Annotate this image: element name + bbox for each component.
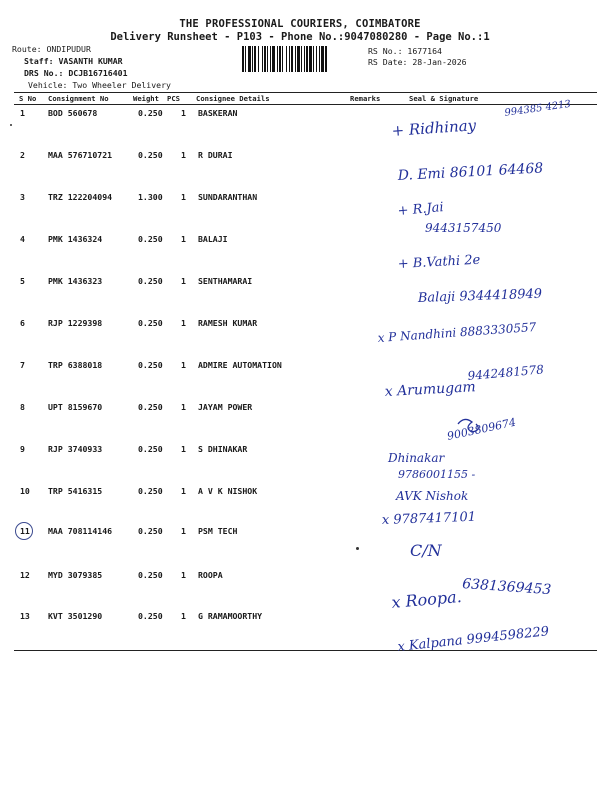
consignee-name: SENTHAMARAI bbox=[198, 276, 253, 286]
table-row bbox=[0, 318, 600, 332]
handwritten-circle-mark bbox=[15, 522, 33, 540]
handwritten-signature: 6381369453 bbox=[461, 576, 552, 599]
weight-value: 0.250 bbox=[138, 444, 163, 454]
strike-scribble bbox=[458, 419, 478, 432]
header-bottom-rule bbox=[14, 104, 597, 105]
serial-number: 10 bbox=[20, 486, 30, 496]
serial-number: 9 bbox=[20, 444, 25, 454]
pieces-count: 1 bbox=[181, 402, 186, 412]
consignee-name: PSM TECH bbox=[198, 526, 238, 536]
table-row bbox=[0, 486, 600, 500]
pieces-count: 1 bbox=[181, 444, 186, 454]
weight-value: 0.250 bbox=[138, 611, 163, 621]
handwritten-signature: + B.Vathi 2e bbox=[397, 252, 481, 272]
staff-field: Staff: VASANTH KUMAR bbox=[24, 56, 123, 66]
serial-number: 6 bbox=[20, 318, 25, 328]
handwritten-signature: x Roopa. bbox=[390, 586, 463, 612]
pieces-count: 1 bbox=[181, 570, 186, 580]
route-field: Route: ONDIPUDUR bbox=[12, 44, 91, 54]
consignment-number: TRZ 122204094 bbox=[48, 192, 113, 202]
handwritten-signature: x P Nandhini 8883330557 bbox=[377, 319, 537, 345]
consignee-name: RAMESH KUMAR bbox=[198, 318, 258, 328]
handwritten-signature: 9442481578 bbox=[467, 362, 545, 383]
table-bottom-rule bbox=[14, 650, 597, 651]
handwritten-signature: x Kalpana 9994598229 bbox=[396, 624, 550, 655]
serial-number: 12 bbox=[20, 570, 30, 580]
weight-value: 0.250 bbox=[138, 486, 163, 496]
barcode bbox=[242, 46, 364, 72]
pieces-count: 1 bbox=[181, 108, 186, 118]
col-header-consignment: Consignment No bbox=[48, 94, 109, 103]
ink-dot bbox=[356, 547, 359, 550]
handwritten-signature: x Arumugam bbox=[384, 379, 477, 400]
table-row bbox=[0, 276, 600, 290]
handwritten-signature: AVK Nishok bbox=[396, 489, 469, 503]
serial-number: 11 bbox=[20, 526, 30, 536]
pieces-count: 1 bbox=[181, 360, 186, 370]
consignee-name: S DHINAKAR bbox=[198, 444, 248, 454]
consignment-number: MAA 576710721 bbox=[48, 150, 113, 160]
col-header-pcs: PCS bbox=[167, 94, 180, 103]
rs-date: RS Date: 28-Jan-2026 bbox=[368, 57, 467, 67]
consignment-number: UPT 8159670 bbox=[48, 402, 103, 412]
consignment-number: BOD 560678 bbox=[48, 108, 98, 118]
pieces-count: 1 bbox=[181, 486, 186, 496]
consignment-number: KVT 3501290 bbox=[48, 611, 103, 621]
consignee-name: BASKERAN bbox=[198, 108, 238, 118]
serial-number: 13 bbox=[20, 611, 30, 621]
weight-value: 0.250 bbox=[138, 360, 163, 370]
table-row bbox=[0, 526, 600, 540]
weight-value: 0.250 bbox=[138, 402, 163, 412]
weight-value: 1.300 bbox=[138, 192, 163, 202]
handwritten-signature: + Ridhinay bbox=[391, 116, 477, 140]
serial-number: 2 bbox=[20, 150, 25, 160]
col-header-consignee: Consignee Details bbox=[196, 94, 270, 103]
consignment-number: RJP 1229398 bbox=[48, 318, 103, 328]
consignment-number: MAA 708114146 bbox=[48, 526, 113, 536]
handwritten-signature: + R.Jai bbox=[397, 200, 445, 219]
table-row bbox=[0, 570, 600, 584]
table-row bbox=[0, 360, 600, 374]
table-row bbox=[0, 192, 600, 206]
weight-value: 0.250 bbox=[138, 276, 163, 286]
serial-number: 3 bbox=[20, 192, 25, 202]
header-top-rule bbox=[14, 92, 597, 93]
consignee-name: ADMIRE AUTOMATION bbox=[198, 360, 282, 370]
serial-number: 4 bbox=[20, 234, 25, 244]
table-row bbox=[0, 108, 600, 122]
handwritten-signature: 9003809674 bbox=[445, 415, 518, 443]
handwritten-signature: Balaji 9344418949 bbox=[417, 286, 543, 306]
weight-value: 0.250 bbox=[138, 318, 163, 328]
drs-number: DRS No.: DCJB16716401 bbox=[24, 68, 128, 78]
document-title: THE PROFESSIONAL COURIERS, COIMBATORE bbox=[179, 18, 421, 30]
pieces-count: 1 bbox=[181, 192, 186, 202]
runsheet-subtitle: Delivery Runsheet - P103 - Phone No.:9047080280 - Page No.:1 bbox=[110, 31, 490, 43]
rs-number: RS No.: 1677164 bbox=[368, 46, 442, 56]
ink-dot bbox=[10, 124, 12, 126]
col-header-signature: Seal & Signature bbox=[409, 94, 479, 103]
handwritten-signature: x 9787417101 bbox=[381, 509, 477, 528]
handwritten-signature: 9443157450 bbox=[425, 221, 502, 235]
handwritten-signature: C/N bbox=[410, 541, 442, 560]
col-header-sno: S No bbox=[19, 94, 37, 103]
table-row bbox=[0, 611, 600, 625]
consignee-name: ROOPA bbox=[198, 570, 223, 580]
col-header-remarks: Remarks bbox=[350, 94, 381, 103]
table-row bbox=[0, 444, 600, 458]
vehicle-field: Vehicle: Two Wheeler Delivery bbox=[28, 80, 171, 90]
handwritten-signature: Dhinakar bbox=[388, 451, 445, 465]
consignment-number: PMK 1436324 bbox=[48, 234, 103, 244]
consignee-name: A V K NISHOK bbox=[198, 486, 258, 496]
weight-value: 0.250 bbox=[138, 526, 163, 536]
weight-value: 0.250 bbox=[138, 570, 163, 580]
table-row bbox=[0, 402, 600, 416]
consignee-name: R DURAI bbox=[198, 150, 233, 160]
serial-number: 1 bbox=[20, 108, 25, 118]
handwritten-signature: 9786001155 - bbox=[398, 468, 476, 481]
consignee-name: G RAMAMOORTHY bbox=[198, 611, 263, 621]
pieces-count: 1 bbox=[181, 318, 186, 328]
pieces-count: 1 bbox=[181, 150, 186, 160]
table-row bbox=[0, 234, 600, 248]
consignee-name: BALAJI bbox=[198, 234, 228, 244]
handwritten-signature: 994385 4213 bbox=[503, 98, 572, 119]
col-header-weight: Weight bbox=[133, 94, 159, 103]
consignment-number: RJP 3740933 bbox=[48, 444, 103, 454]
pieces-count: 1 bbox=[181, 234, 186, 244]
weight-value: 0.250 bbox=[138, 150, 163, 160]
consignment-number: TRP 5416315 bbox=[48, 486, 103, 496]
consignment-number: MYD 3079385 bbox=[48, 570, 103, 580]
weight-value: 0.250 bbox=[138, 108, 163, 118]
table-row bbox=[0, 150, 600, 164]
serial-number: 8 bbox=[20, 402, 25, 412]
consignment-number: PMK 1436323 bbox=[48, 276, 103, 286]
consignment-number: TRP 6388018 bbox=[48, 360, 103, 370]
handwritten-signature: D. Emi 86101 64468 bbox=[397, 160, 544, 184]
consignee-name: JAYAM POWER bbox=[198, 402, 253, 412]
serial-number: 7 bbox=[20, 360, 25, 370]
pieces-count: 1 bbox=[181, 276, 186, 286]
pieces-count: 1 bbox=[181, 611, 186, 621]
serial-number: 5 bbox=[20, 276, 25, 286]
pieces-count: 1 bbox=[181, 526, 186, 536]
weight-value: 0.250 bbox=[138, 234, 163, 244]
consignee-name: SUNDARANTHAN bbox=[198, 192, 258, 202]
